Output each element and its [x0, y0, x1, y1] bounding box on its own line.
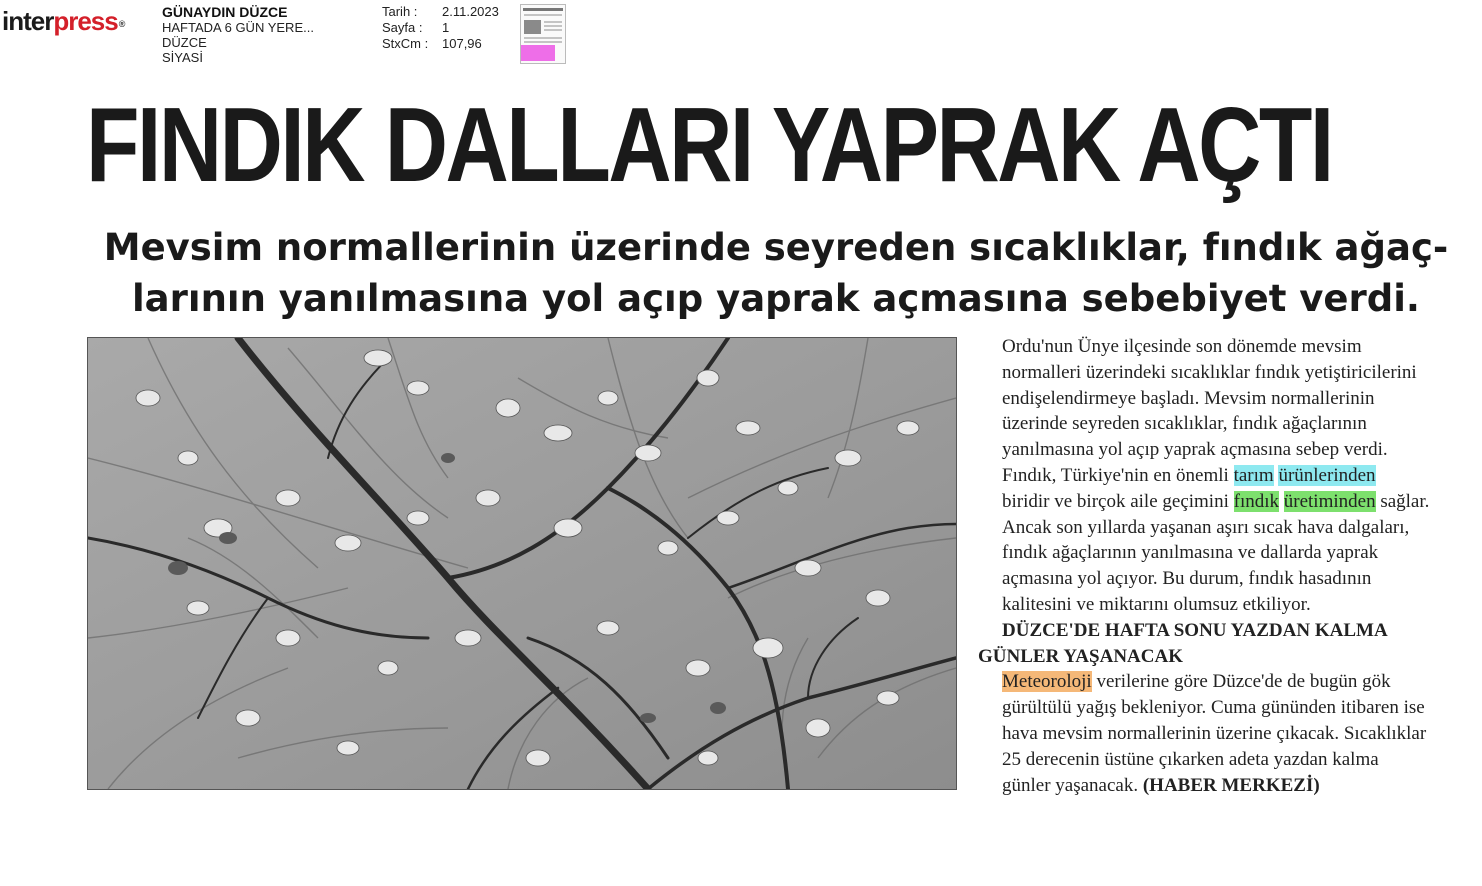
- keyword-highlight-findik: fındık: [1233, 490, 1280, 512]
- keyword-highlight-urunlerinden: ürünlerinden: [1278, 464, 1376, 486]
- clipping-meta: [382, 4, 499, 52]
- publication-name: GÜNAYDIN DÜZCE: [162, 4, 288, 20]
- page-thumbnail[interactable]: [520, 4, 566, 64]
- body-paragraph-2: Fındık, Türkiye'nin en önemli tarım ürünlerinden biridir ve birçok aile geçimini fındık üretiminden sağlar. Ancak son yıllarda yaşanan aşırı sıcak hava dalgaları, fındık ağaçlarının yanılmasına ve dallarda yaprak açmasına yol açıyor. Bu durum, fındık hasadının kalitesini ve miktarını olumsuz etkiliyor.: [1002, 464, 1430, 615]
- meta-stxcm-row: [382, 36, 499, 52]
- subheadline-line-1: Mevsim normallerinin üzerinde seyreden sıcaklıklar, fındık ağaç-: [103, 226, 1449, 269]
- publication-info: [162, 5, 314, 65]
- article-body: [978, 334, 1468, 798]
- meta-page-value: 1: [442, 20, 450, 35]
- body-subtitle: DÜZCE'DE HAFTA SONU YAZDAN KALMA GÜNLER YAŞANACAK: [978, 619, 1388, 667]
- publication-city: DÜZCE: [162, 35, 207, 50]
- hazelnut-branches-image: [88, 338, 956, 789]
- interpress-logo: [2, 6, 125, 36]
- publication-frequency: HAFTADA 6 GÜN YERE...: [162, 20, 314, 35]
- logo-text-inter: inter: [2, 6, 54, 36]
- thumbnail-article-marker: [521, 45, 555, 61]
- meta-page-row: [382, 20, 499, 36]
- article-source: (HABER MERKEZİ): [1142, 774, 1320, 796]
- keyword-highlight-tarim: tarım: [1233, 464, 1274, 486]
- meta-date-label: Tarih :: [382, 4, 418, 19]
- subheadline-line-2: larının yanılmasına yol açıp yaprak açmasına sebebiyet verdi.: [131, 277, 1420, 320]
- thumbnail-photo-block: [524, 20, 541, 34]
- article-headline: FINDIK DALLARI YAPRAK AÇTI: [86, 86, 1332, 204]
- meta-date-value: 2.11.2023: [442, 4, 499, 19]
- body-paragraph-1: Ordu'nun Ünye ilçesinde son dönemde mevsim normalleri üzerindeki sıcaklıklar fındık yetiştiricilerini endişelendirmeye başladı. Mevsim normallerinin üzerinde seyreden sıcaklıklar, fındık ağaçlarının yanılmasına yol açıp yaprak açmasına sebep verdi.: [1002, 336, 1417, 461]
- keyword-highlight-meteoroloji: Meteoroloji: [1002, 671, 1092, 693]
- thumbnail-headline-bar: [523, 8, 563, 11]
- keyword-highlight-uretiminden: üretiminden: [1283, 490, 1376, 512]
- meta-date-row: [382, 4, 499, 20]
- publication-category: SİYASİ: [162, 50, 203, 65]
- logo-registered-mark: ®: [118, 19, 126, 29]
- meta-stxcm-label: StxCm :: [382, 36, 429, 51]
- article-photo: [87, 337, 957, 790]
- article-subheadline: [86, 222, 1466, 324]
- meta-page-label: Sayfa :: [382, 20, 423, 35]
- body-paragraph-3: Meteoroloji verilerine göre Düzce'de de bugün gök gürültülü yağış bekleniyor. Cuma gününden itibaren ise hava mevsim normallerinin üzerine çıkacak. Sıcaklıklar 25 derecenin üstüne çıkarken adeta yazdan kalma günler yaşanacak. (HABER MERKEZİ): [1002, 671, 1427, 796]
- meta-stxcm-value: 107,96: [442, 36, 482, 51]
- logo-text-press: press: [53, 6, 118, 36]
